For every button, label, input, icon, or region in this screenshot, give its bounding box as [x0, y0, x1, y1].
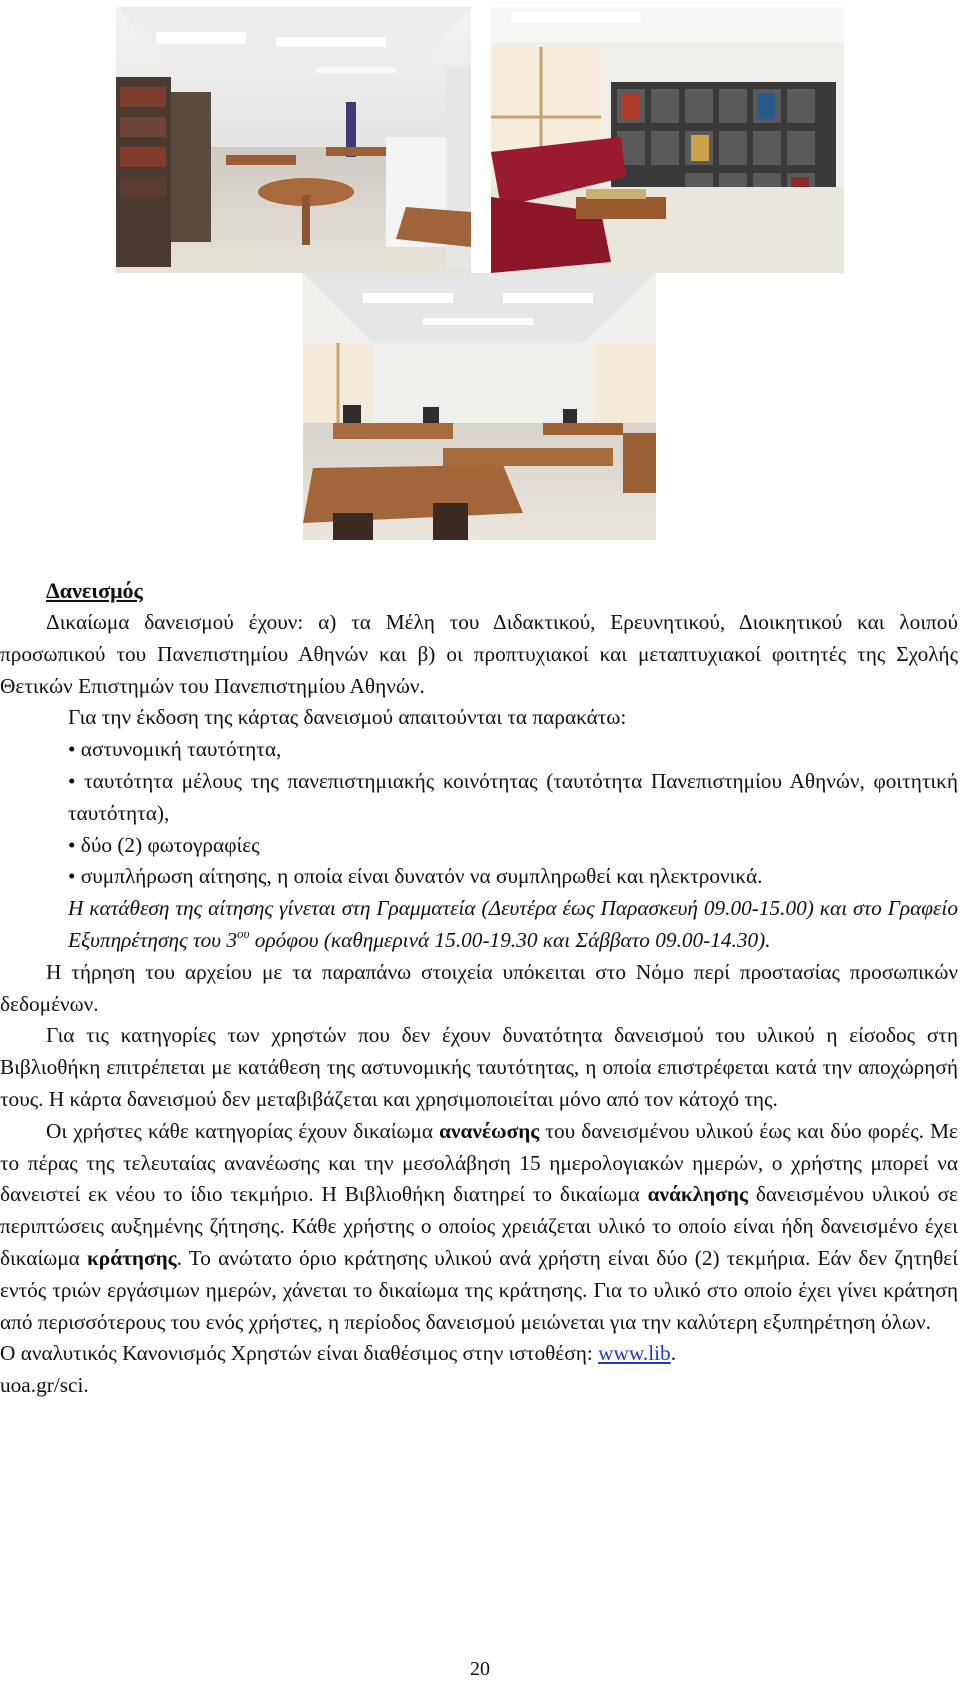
- reservation-term: κράτησης: [86, 1245, 177, 1270]
- requirement-item: • αστυνομική ταυτότητα,: [68, 737, 282, 762]
- renewal-term: ανανέωσης: [439, 1118, 540, 1143]
- library-website-link[interactable]: www.lib: [598, 1341, 671, 1366]
- requirements-intro: Για την έκδοση της κάρτας δανεισμού απαιτούνται τα παρακάτω:: [68, 705, 627, 730]
- loan-policy-text: [0, 607, 958, 1402]
- floor-ordinal: ου: [237, 925, 250, 941]
- intro-paragraph: Δικαίωμα δανεισμού έχουν: α) τα Μέλη του Διδακτικού, Ερευνητικού, Διοικητικού και λοιπού προσωπικού του Πανεπιστημίου Αθηνών και β) οι προπτυχιακοί και μεταπτυχιακοί φοιτητές της Σχολής Θετικών Επιστημών του Πανεπιστημίου Αθηνών.: [0, 610, 958, 698]
- archive-paragraph: Η τήρηση του αρχείου με τα παραπάνω στοιχεία υπόκειται στο Νόμο περί προστασίας προσωπικών δεδομένων.: [0, 959, 958, 1016]
- requirement-item: • δύο (2) φωτογραφίες: [68, 832, 260, 857]
- library-computer-room-photo: [303, 273, 656, 540]
- requirement-item: • ταυτότητα μέλους της πανεπιστημιακής κοινότητας (ταυτότητα Πανεπιστημίου Αθηνών, φοιτητική ταυτότητα),: [68, 768, 958, 825]
- section-heading-loans: Δανεισμός: [46, 578, 143, 603]
- submission-paragraph: Η κατάθεση της αίτησης γίνεται στη Γραμματεία (Δευτέρα έως Παρασκευή 09.00-15.00) και στο Γραφείο Εξυπηρέτησης του $3^{o\upsilon}$ ορόφου (καθημερινά 15.00-19.30 και Σάββατο 09.00-14.30).: [68, 896, 958, 952]
- page-number: 20: [470, 1658, 490, 1680]
- renewal-paragraph: Οι χρήστες κάθε κατηγορίας έχουν δικαίωμα ανανέωσης του δανεισμένου υλικού έως και δύο φορές. Με το πέρας της τελευταίας ανανέωσης και την μεσολάβηση 15 ημερολογιακών ημερών, ο χρήστης μπορεί να δανειστεί εκ νέου το ίδιο τεκμήριο. Η Βιβλιοθήκη διατηρεί το δικαίωμα ανάκλησης δανεισμένου υλικού σε περιπτώσεις αυξημένης ζήτησης. Κάθε χρήστης ο οποίος χρειάζεται υλικό το οποίο είναι ήδη δανεισμένο έχει δικαίωμα κράτησης. Το ανώτατο όριο κράτησης υλικού ανά χρήστη είναι δύο (2) τεκμήρια. Εάν δεν ζητηθεί εντός τριών εργάσιμων ημερών, χάνεται το δικαίωμα της κράτησης. Για το υλικό στο οποίο έχει γίνει κράτηση από περισσότερους του ενός χρήστες, η περίοδος δανεισμού μειώνεται για την καλύτερη εξυπηρέτηση όλων.: [0, 1118, 958, 1334]
- requirement-item: • συμπλήρωση αίτησης, η οποία είναι δυνατόν να συμπληρωθεί και ηλεκτρονικά.: [68, 864, 763, 889]
- recall-term: ανάκλησης: [647, 1182, 748, 1207]
- no-loan-paragraph: Για τις κατηγορίες των χρηστών που δεν έχουν δυνατότητα δανεισμού του υλικού η είσοδος στη Βιβλιοθήκη επιτρέπεται με κατάθεση της αστυνομικής ταυτότητας, η οποία επιστρέφεται κατά την αποχώρησή τους. Η κάρτα δανεισμού δεν μεταβιβάζεται και χρησιμοποιείται μόνο από τον κάτοχό της.: [0, 1023, 958, 1111]
- library-lounge-photo: [491, 7, 844, 273]
- library-reading-room-photo: [116, 7, 471, 273]
- regulation-paragraph: Ο αναλυτικός Κανονισμός Χρηστών είναι διαθέσιμος στην ιστοθέση: www.lib. uoa.gr/sci.: [0, 1341, 677, 1398]
